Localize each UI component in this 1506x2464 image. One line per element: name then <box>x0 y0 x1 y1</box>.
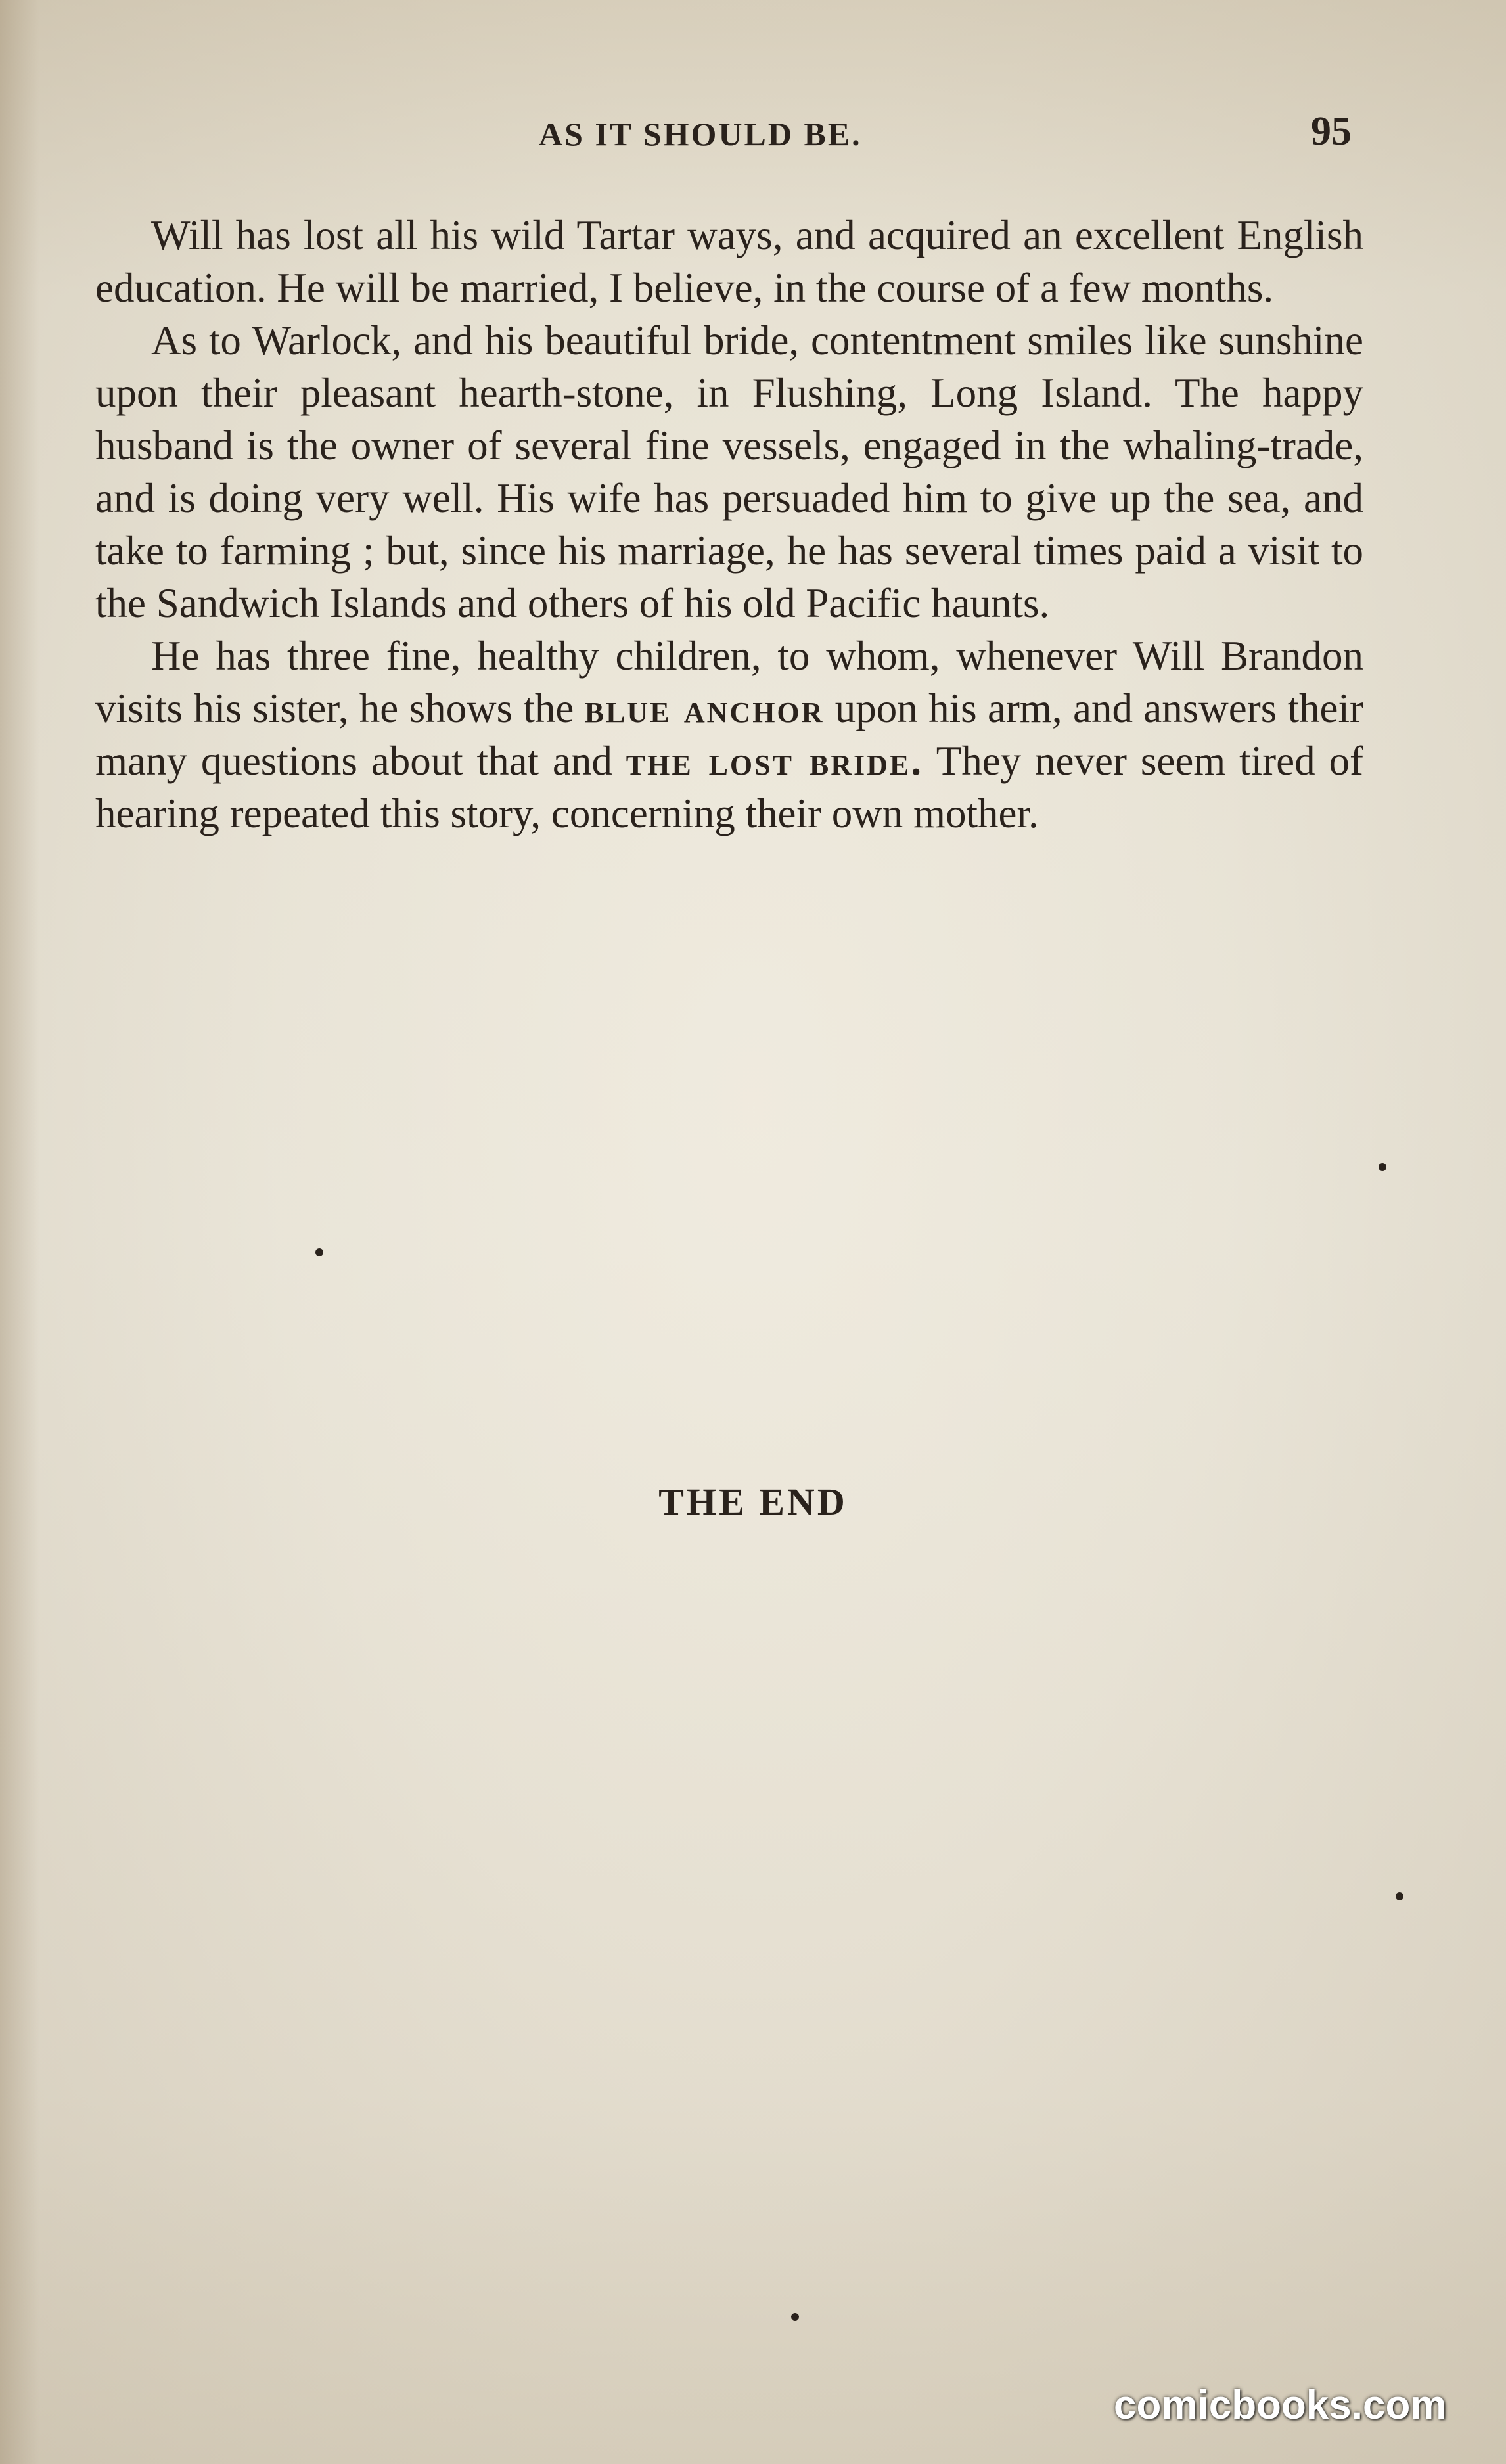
blue-anchor-smallcaps: blue anchor <box>584 685 825 731</box>
lost-bride-smallcaps: the lost bride. <box>626 738 923 784</box>
paragraph-3 <box>95 629 1363 840</box>
ink-speck <box>315 1248 323 1256</box>
ink-speck <box>791 2313 799 2321</box>
paragraph-3-part-3: They never seem tired of hearing repeated this story, concerning their own mother. <box>95 738 1363 836</box>
watermark-logo: comicbooks.com <box>1114 2383 1447 2428</box>
paragraph-1: Will has lost all his wild Tartar ways, and acquired an excellent English education. He will be married, I believe, in the course of a few months. <box>95 212 1363 311</box>
page-edge-shadow <box>0 0 39 2464</box>
paragraph-3-part-1: He has three fine, healthy children, to whom, whenever Will Brandon visits his sister, he shows the <box>95 633 1363 731</box>
running-head: AS IT SHOULD BE. <box>539 116 862 152</box>
paragraph-2: As to Warlock, and his beautiful bride, contentment smiles like sunshine upon their pleasant hearth-stone, in Flushing, Long Island. The happy husband is the owner of several fine vessels, engaged in the whaling-trade, and is doing very well. His wife has persuaded him to give up the sea, and take to farming ; but, since his marriage, he has several times paid a visit to the Sandwich Islands and others of his old Pacific haunts. <box>95 317 1363 626</box>
paragraph-3-part-2: upon his arm, and answers their many questions about that and <box>95 685 1363 784</box>
body-text <box>95 209 1363 840</box>
ink-speck <box>1396 1892 1403 1900</box>
page-header <box>0 108 1506 161</box>
the-end: THE END <box>658 1480 848 1523</box>
ink-speck <box>1379 1163 1386 1171</box>
page-number: 95 <box>1311 109 1352 154</box>
